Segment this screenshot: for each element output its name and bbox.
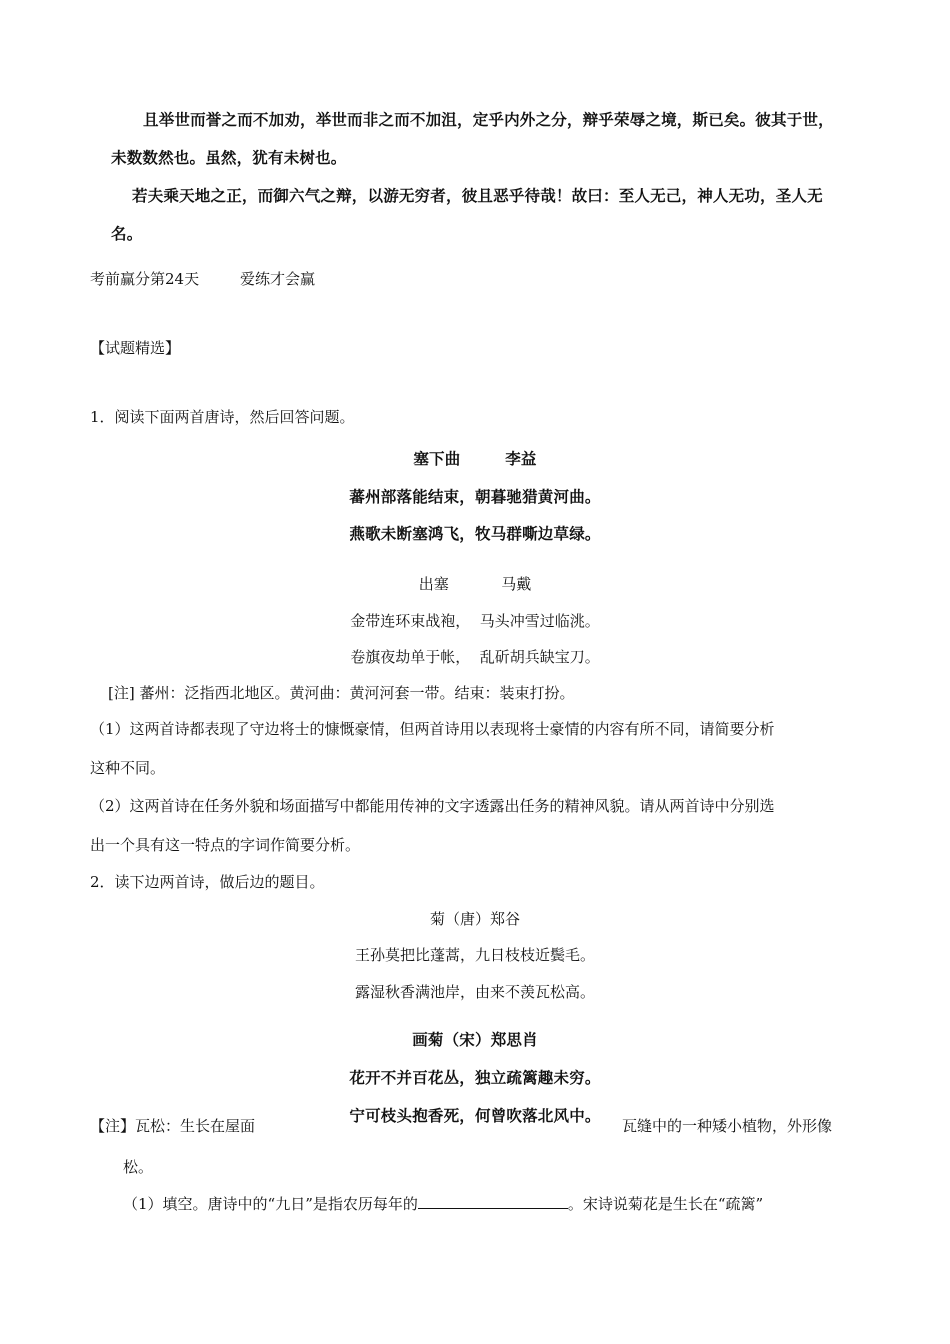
poem-huaju-line-1: 花开不并百花丛，独立疏篱趣未穷。 xyxy=(349,1069,601,1087)
question-1-note: [注] 蕃州：泛指西北地区。黄河曲：黄河河套一带。结束：装束打扮。 xyxy=(108,684,575,702)
section-title: 【试题精选】 xyxy=(90,339,181,357)
question-1-prompt: 1．阅读下面两首唐诗，然后回答问题。 xyxy=(90,408,355,426)
passage-line-1: 且举世而誉之而不加劝，举世而非之而不加沮，定乎内外之分，辩乎荣辱之境，斯已矣。彼其于世， xyxy=(143,111,834,129)
passage-line-4: 名。 xyxy=(111,225,143,243)
question-2-fill-prefix: （1）填空。唐诗中的“九日”是指农历每年的 xyxy=(123,1195,418,1213)
question-2-note-end: 松。 xyxy=(123,1158,154,1176)
question-2-note-rest: 瓦缝中的一种矮小植物，外形像 xyxy=(622,1117,833,1135)
poem-chusai-line-2: 卷旗夜劫单于帐， 乱斫胡兵缺宝刀。 xyxy=(350,648,600,666)
poem-title-ju: 菊（唐）郑谷 xyxy=(429,910,520,928)
question-1-sub2-line-2: 出一个具有这一特点的字词作简要分析。 xyxy=(90,836,361,854)
poem-ju-line-2: 露湿秋香满池岸，由来不羡瓦松高。 xyxy=(354,983,595,1001)
passage-line-3: 若夫乘天地之正，而御六气之辩，以游无穷者，彼且恶乎待哉！故曰：至人无己，神人无功，圣人无 xyxy=(132,187,823,205)
question-2-prompt: 2．读下边两首诗，做后边的题目。 xyxy=(90,873,325,891)
poem-ju-line-1: 王孙莫把比蓬蒿，九日枝枝近鬓毛。 xyxy=(354,946,595,964)
passage-line-2: 未数数然也。虽然，犹有未树也。 xyxy=(111,149,347,167)
motto: 爱练才会赢 xyxy=(240,270,316,288)
poem-huaju-line-2: 宁可枝头抱香死，何曾吹落北风中。 xyxy=(349,1107,601,1125)
question-1-sub1-line-1: （1）这两首诗都表现了守边将士的慷慨豪情，但两首诗用以表现将士豪情的内容有所不同，请简要分析 xyxy=(90,720,775,738)
question-2-fill-line xyxy=(123,1194,763,1214)
day-title: 考前赢分第24天 xyxy=(90,270,200,288)
question-1-sub2-line-1: （2）这两首诗在任务外貌和场面描写中都能用传神的文字透露出任务的精神风貌。请从两首诗中分别选 xyxy=(90,797,775,815)
poem-title-huaju: 画菊（宋）郑思肖 xyxy=(412,1031,538,1049)
poem-saixiaqu-line-2: 燕歌未断塞鸿飞，牧马群嘶边草绿。 xyxy=(349,525,601,543)
question-2-fill-suffix: 。宋诗说菊花是生长在“疏篱” xyxy=(567,1195,764,1213)
question-2-note-label: 【注】瓦松：生长在屋面 xyxy=(90,1117,256,1135)
poem-title-chusai: 出塞 马戴 xyxy=(418,575,532,593)
answer-blank[interactable] xyxy=(418,1194,568,1209)
poem-saixiaqu-line-1: 蕃州部落能结束，朝暮驰猎黄河曲。 xyxy=(349,488,601,506)
question-1-sub1-line-2: 这种不同。 xyxy=(90,759,166,777)
poem-title-saixiaqu: 塞下曲 李益 xyxy=(413,450,537,468)
poem-chusai-line-1: 金带连环束战袍， 马头冲雪过临洮。 xyxy=(350,612,600,630)
